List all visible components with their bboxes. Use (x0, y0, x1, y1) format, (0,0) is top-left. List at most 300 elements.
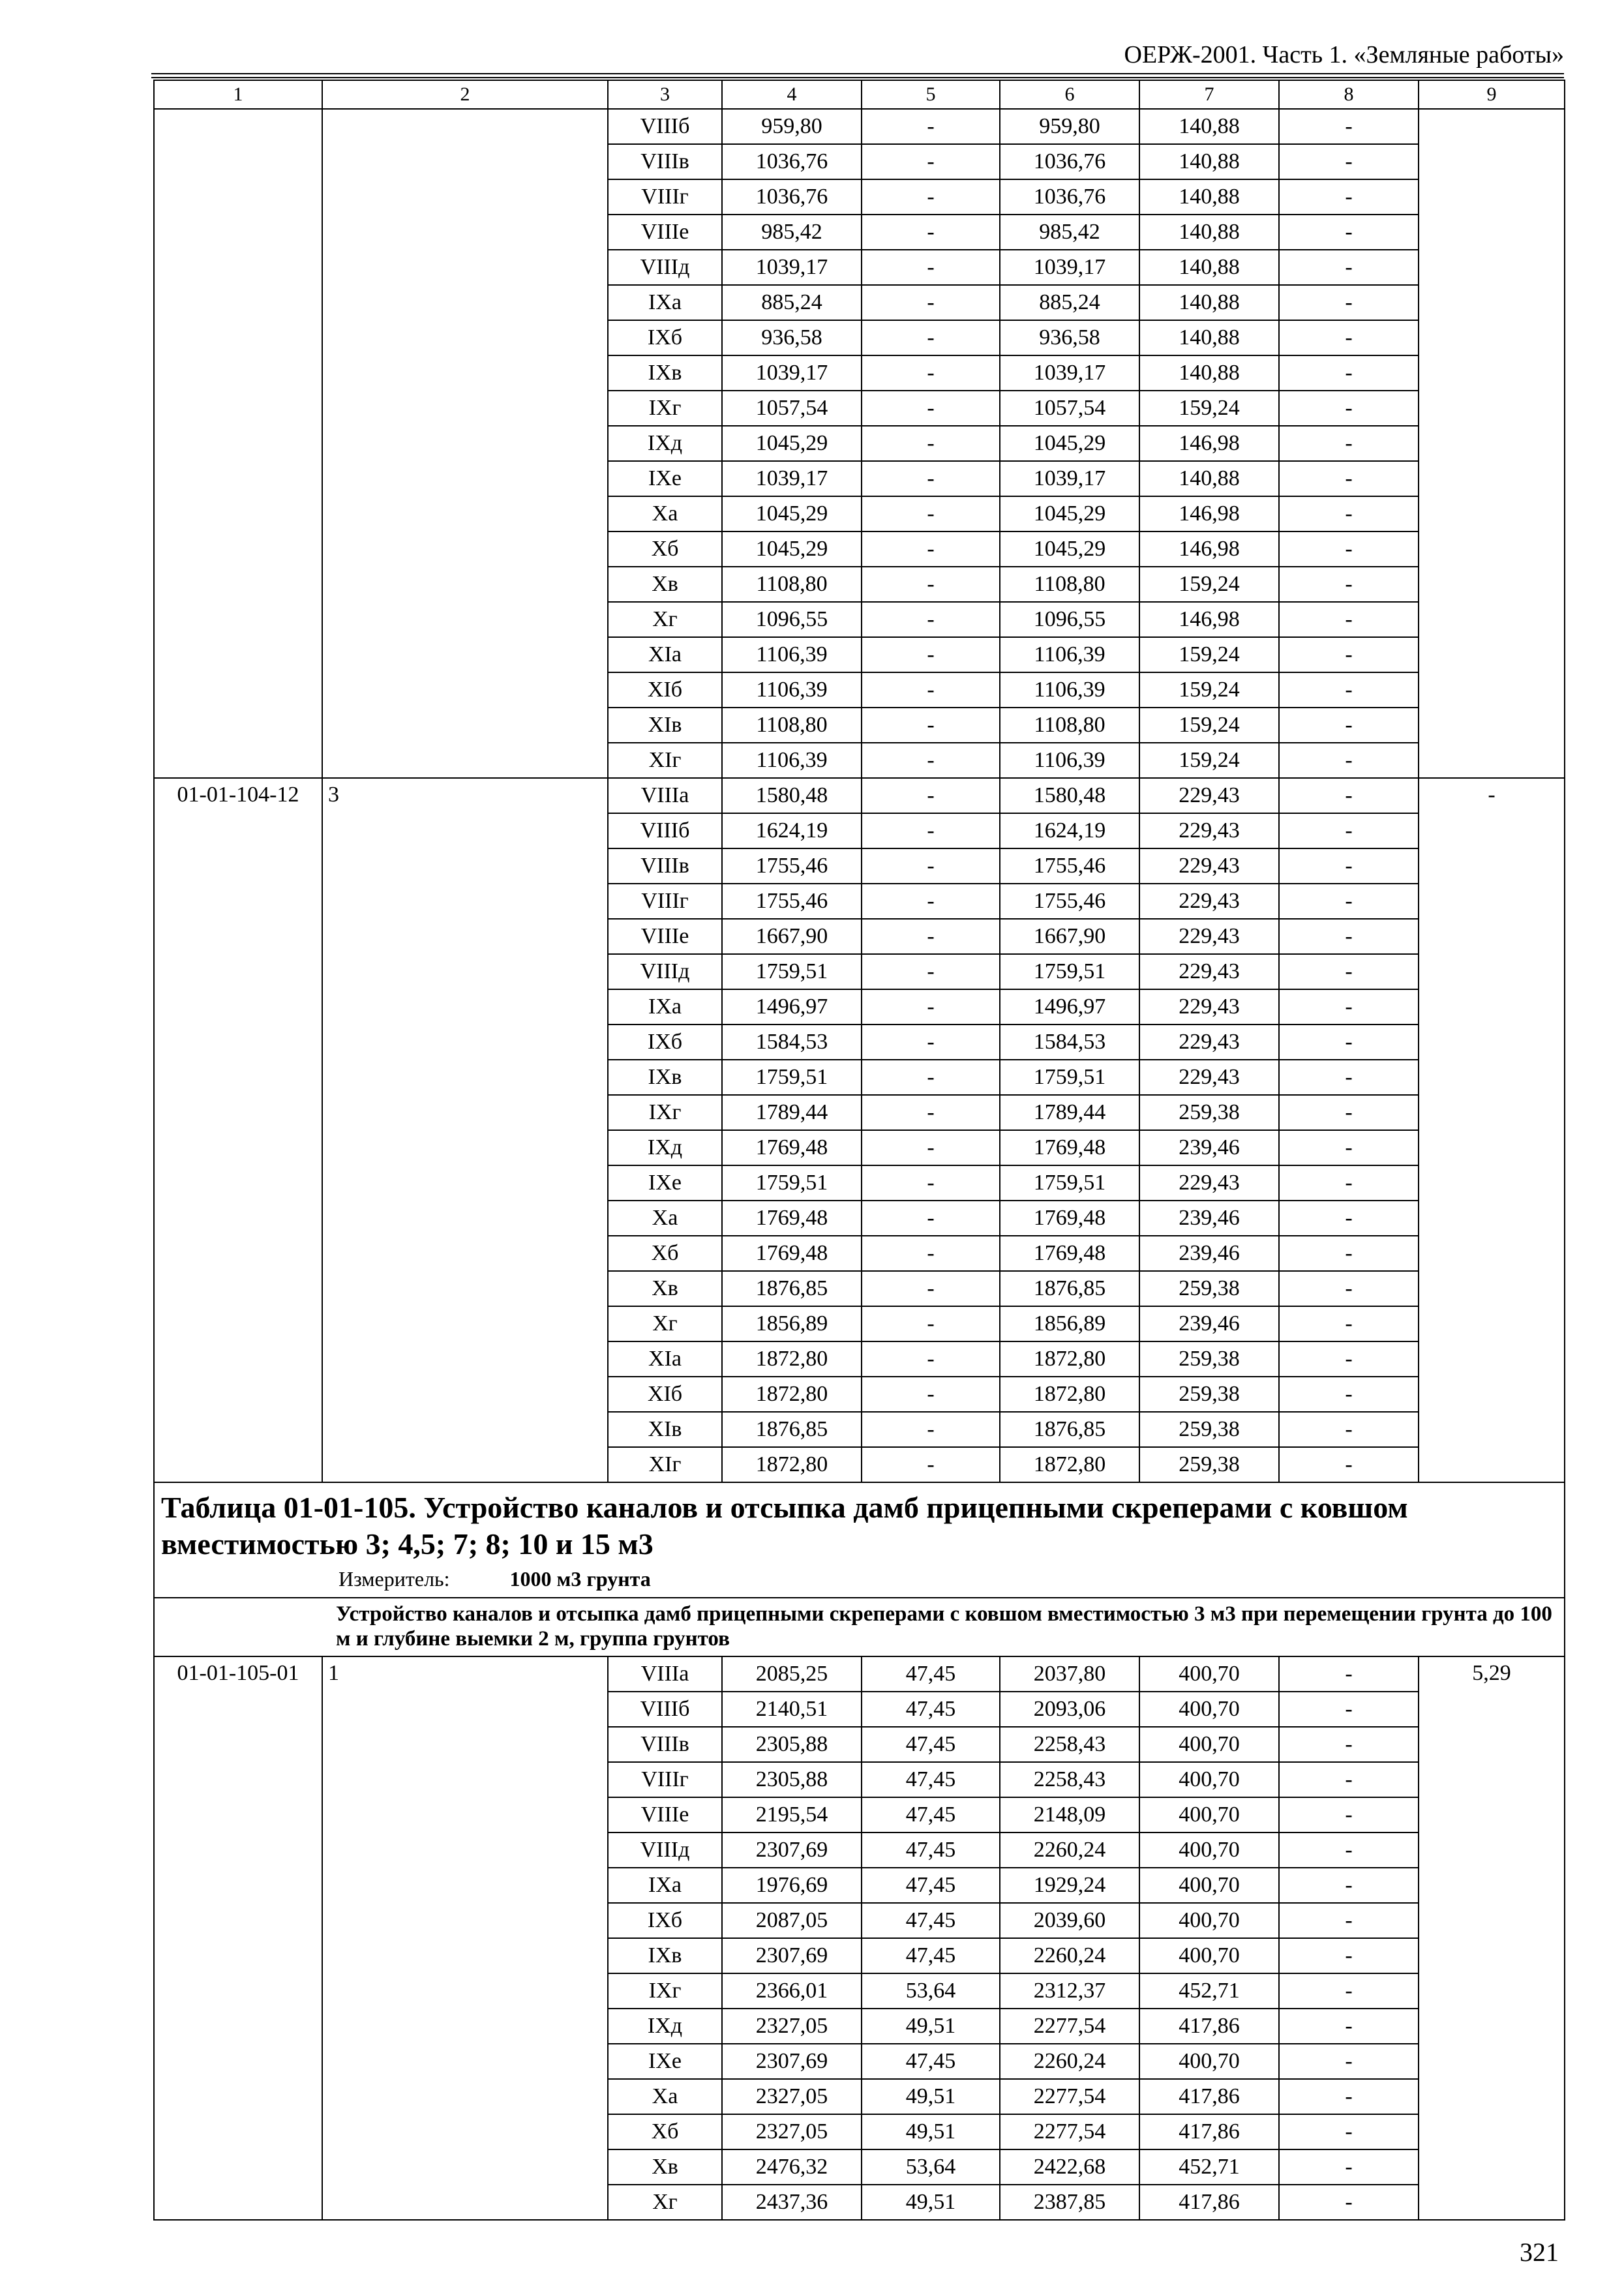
table-cell: 1045,29 (722, 426, 862, 461)
table-cell: - (1279, 1165, 1419, 1201)
table-cell: IXг (608, 391, 722, 426)
table-cell: Xг (608, 602, 722, 637)
table-cell: - (862, 813, 1000, 848)
table-cell: IXб (608, 1903, 722, 1938)
table-cell: 239,46 (1139, 1201, 1279, 1236)
column-number: 7 (1139, 80, 1279, 109)
table-cell: 1976,69 (722, 1868, 862, 1903)
table-cell: 1108,80 (722, 567, 862, 602)
table-cell: 53,64 (862, 2149, 1000, 2185)
column-2-cell: 3 (322, 778, 608, 1482)
table-cell: - (1279, 391, 1419, 426)
table-cell: - (1279, 1025, 1419, 1060)
table-cell: 417,86 (1139, 2114, 1279, 2149)
table-cell: 1769,48 (722, 1130, 862, 1165)
table-cell: VIIIб (608, 109, 722, 144)
table-cell: - (862, 1341, 1000, 1377)
table-cell: 159,24 (1139, 708, 1279, 743)
table-cell: 2260,24 (1000, 2044, 1139, 2079)
table-cell: - (862, 1236, 1000, 1271)
table-cell: 259,38 (1139, 1377, 1279, 1412)
table-cell: 229,43 (1139, 1165, 1279, 1201)
meter-label: Измеритель: (338, 1567, 450, 1591)
table-row (154, 778, 1565, 813)
table-cell: 47,45 (862, 1762, 1000, 1797)
table-row (154, 109, 1565, 144)
table-cell: 1789,44 (722, 1095, 862, 1130)
table-cell: IXа (608, 285, 722, 320)
table-cell: Xа (608, 2079, 722, 2114)
table-cell: 229,43 (1139, 778, 1279, 813)
table-cell: - (1279, 1692, 1419, 1727)
table-cell: 2087,05 (722, 1903, 862, 1938)
table-cell: - (1279, 743, 1419, 778)
column-number: 6 (1000, 80, 1139, 109)
table-cell: 2305,88 (722, 1762, 862, 1797)
table-cell: 2307,69 (722, 2044, 862, 2079)
table-cell: 1096,55 (722, 602, 862, 637)
table-cell: - (1279, 1833, 1419, 1868)
table-cell: Xв (608, 2149, 722, 2185)
table-cell: 2260,24 (1000, 1938, 1139, 1973)
table-cell: - (1279, 778, 1419, 813)
table-cell: 417,86 (1139, 2009, 1279, 2044)
table-cell: - (1279, 1903, 1419, 1938)
table-cell: - (1279, 848, 1419, 884)
table-cell: 1039,17 (1000, 250, 1139, 285)
table-cell: 1106,39 (1000, 672, 1139, 708)
table-cell: 159,24 (1139, 637, 1279, 672)
table-cell: IXв (608, 355, 722, 391)
table-cell: 140,88 (1139, 285, 1279, 320)
table-cell: - (862, 708, 1000, 743)
table-cell: 2307,69 (722, 1833, 862, 1868)
table-cell: 140,88 (1139, 355, 1279, 391)
table-cell: 1106,39 (1000, 637, 1139, 672)
table-cell: IXд (608, 2009, 722, 2044)
table-cell: - (1279, 144, 1419, 179)
table-cell: 1057,54 (1000, 391, 1139, 426)
table-cell: - (862, 743, 1000, 778)
table-cell: 2387,85 (1000, 2185, 1139, 2220)
table-cell: 1872,80 (722, 1341, 862, 1377)
table-cell: 2327,05 (722, 2079, 862, 2114)
table-cell: 239,46 (1139, 1130, 1279, 1165)
column-number: 4 (722, 80, 862, 109)
table-cell: - (862, 672, 1000, 708)
table-cell: 400,70 (1139, 2044, 1279, 2079)
table-cell: 1872,80 (1000, 1447, 1139, 1482)
table-title-row (154, 1482, 1565, 1598)
table-cell: 47,45 (862, 1656, 1000, 1692)
table-cell: 239,46 (1139, 1236, 1279, 1271)
table-cell: 1789,44 (1000, 1095, 1139, 1130)
table-cell: VIIIв (608, 848, 722, 884)
table-cell: 2327,05 (722, 2114, 862, 2149)
table-cell: 1039,17 (722, 250, 862, 285)
table-cell: - (1279, 426, 1419, 461)
table-cell: 1759,51 (722, 1060, 862, 1095)
table-cell: - (1279, 2009, 1419, 2044)
table-cell: Xб (608, 2114, 722, 2149)
table-cell: 1108,80 (1000, 567, 1139, 602)
table-cell: IXб (608, 320, 722, 355)
table-cell: Xа (608, 1201, 722, 1236)
table-cell: Xв (608, 1271, 722, 1306)
table-cell: 885,24 (1000, 285, 1139, 320)
table-cell: 229,43 (1139, 1025, 1279, 1060)
table-cell: 1876,85 (1000, 1412, 1139, 1447)
table-cell: VIIIд (608, 1833, 722, 1868)
table-cell: 400,70 (1139, 1903, 1279, 1938)
table-cell: 2195,54 (722, 1797, 862, 1833)
table-cell: 1759,51 (1000, 954, 1139, 989)
table-cell: - (1279, 602, 1419, 637)
table-cell: 1039,17 (1000, 355, 1139, 391)
table-cell: - (1279, 2044, 1419, 2079)
table-cell: - (862, 531, 1000, 567)
table-cell: 1769,48 (722, 1236, 862, 1271)
table-cell: 1856,89 (1000, 1306, 1139, 1341)
table-cell: 229,43 (1139, 954, 1279, 989)
table-cell: 2312,37 (1000, 1973, 1139, 2009)
table-cell: - (862, 320, 1000, 355)
table-cell: VIIIд (608, 954, 722, 989)
table-cell: 1108,80 (1000, 708, 1139, 743)
table-cell: - (862, 637, 1000, 672)
table-cell: - (862, 1025, 1000, 1060)
table-cell: 229,43 (1139, 1060, 1279, 1095)
table-title-text: Таблица 01-01-105. Устройство каналов и отсыпка дамб прицепными скреперами с ковшом вместимостью 3; 4,5; 7; 8; 10 и 15 м3 (161, 1491, 1408, 1561)
table-cell: 1036,76 (1000, 144, 1139, 179)
table-cell: 229,43 (1139, 989, 1279, 1025)
table-cell: 1872,80 (1000, 1341, 1139, 1377)
table-cell: 2422,68 (1000, 2149, 1139, 2185)
table-cell: - (1279, 1201, 1419, 1236)
table-cell: - (862, 602, 1000, 637)
table-cell: XIб (608, 672, 722, 708)
table-cell: 1755,46 (1000, 884, 1139, 919)
table-cell: 400,70 (1139, 1797, 1279, 1833)
table-cell: 959,80 (722, 109, 862, 144)
table-cell: 47,45 (862, 1903, 1000, 1938)
table-cell: - (1279, 355, 1419, 391)
table-cell: 1045,29 (1000, 531, 1139, 567)
table-cell: 936,58 (722, 320, 862, 355)
table-cell: 400,70 (1139, 1833, 1279, 1868)
column-number: 3 (608, 80, 722, 109)
table-cell: VIIIе (608, 215, 722, 250)
table-cell: - (862, 391, 1000, 426)
table-cell: 2476,32 (722, 2149, 862, 2185)
table-cell: 1769,48 (1000, 1236, 1139, 1271)
table-cell: - (1279, 919, 1419, 954)
column-2-cell (322, 109, 608, 778)
table-cell: XIг (608, 743, 722, 778)
table-cell: 2093,06 (1000, 1692, 1139, 1727)
table-cell: - (1279, 1447, 1419, 1482)
table-cell: 2366,01 (722, 1973, 862, 2009)
table-cell: 1045,29 (1000, 426, 1139, 461)
table-cell: - (862, 1201, 1000, 1236)
table-cell: 140,88 (1139, 144, 1279, 179)
table-cell: Xб (608, 1236, 722, 1271)
table-cell: - (862, 919, 1000, 954)
table-cell: - (1279, 637, 1419, 672)
table-cell: 1872,80 (722, 1377, 862, 1412)
table-cell: XIб (608, 1377, 722, 1412)
page-header-title: ОЕРЖ-2001. Часть 1. «Земляные работы» (1124, 41, 1564, 68)
table-cell: 1755,46 (722, 848, 862, 884)
table-cell: 2085,25 (722, 1656, 862, 1692)
table-cell: 159,24 (1139, 672, 1279, 708)
column-number: 8 (1279, 80, 1419, 109)
table-cell: - (1279, 179, 1419, 215)
table-cell: - (862, 1377, 1000, 1412)
table-cell: - (1279, 1656, 1419, 1692)
table-cell: 1036,76 (722, 144, 862, 179)
table-cell: 1624,19 (722, 813, 862, 848)
table-cell: 1872,80 (1000, 1377, 1139, 1412)
table-cell: Xг (608, 2185, 722, 2220)
table-cell: IXд (608, 426, 722, 461)
table-cell: 140,88 (1139, 179, 1279, 215)
table-cell: - (1279, 1727, 1419, 1762)
table-cell: 1759,51 (1000, 1060, 1139, 1095)
table-cell: 1876,85 (722, 1412, 862, 1447)
table-cell: 1876,85 (722, 1271, 862, 1306)
table-cell: XIв (608, 1412, 722, 1447)
table-cell: 146,98 (1139, 426, 1279, 461)
header-rule (151, 73, 1564, 78)
table-cell: - (862, 179, 1000, 215)
table-cell: - (1279, 1306, 1419, 1341)
table-cell: VIIIв (608, 144, 722, 179)
table-cell: - (1279, 1341, 1419, 1377)
column-2-cell: 1 (322, 1656, 608, 2220)
table-cell: - (862, 426, 1000, 461)
rate-code-cell (154, 109, 322, 778)
table-cell: - (862, 884, 1000, 919)
table-cell: 400,70 (1139, 1868, 1279, 1903)
table-cell: 53,64 (862, 1973, 1000, 2009)
table-cell: 49,51 (862, 2185, 1000, 2220)
table-cell: 1039,17 (722, 355, 862, 391)
table-cell: - (1279, 1797, 1419, 1833)
table-cell: - (1279, 1938, 1419, 1973)
table-cell: - (1279, 1762, 1419, 1797)
table-cell: 2307,69 (722, 1938, 862, 1973)
rates-table (153, 80, 1565, 2221)
table-cell: 1580,48 (722, 778, 862, 813)
table-cell: 1872,80 (722, 1447, 862, 1482)
table-cell: VIIIб (608, 1692, 722, 1727)
table-cell: - (1279, 109, 1419, 144)
table-cell: - (1279, 1236, 1419, 1271)
table-cell: - (1279, 2185, 1419, 2220)
table-cell: 1039,17 (722, 461, 862, 496)
table-cell: 2327,05 (722, 2009, 862, 2044)
table-cell: VIIIе (608, 1797, 722, 1833)
table-cell: 159,24 (1139, 567, 1279, 602)
table-cell: 47,45 (862, 1692, 1000, 1727)
table-cell: - (1279, 672, 1419, 708)
table-cell: 49,51 (862, 2079, 1000, 2114)
table-cell: 1584,53 (1000, 1025, 1139, 1060)
table-cell: - (1279, 285, 1419, 320)
table-cell: 229,43 (1139, 919, 1279, 954)
table-cell: - (862, 355, 1000, 391)
table-cell: 2148,09 (1000, 1797, 1139, 1833)
table-cell: 49,51 (862, 2114, 1000, 2149)
meter-row (161, 1563, 1557, 1593)
table-cell: 400,70 (1139, 1656, 1279, 1692)
table-cell: - (1279, 1412, 1419, 1447)
column-9-cell: - (1419, 778, 1565, 1482)
table-cell: - (862, 954, 1000, 989)
table-cell: - (862, 848, 1000, 884)
table-cell: 1769,48 (1000, 1201, 1139, 1236)
table-cell: IXе (608, 2044, 722, 2079)
table-cell: 146,98 (1139, 531, 1279, 567)
meter-unit: 1000 м3 грунта (509, 1567, 651, 1591)
table-cell: 47,45 (862, 1797, 1000, 1833)
table-cell: 2437,36 (722, 2185, 862, 2220)
column-number-row (154, 80, 1565, 109)
table-cell: - (862, 461, 1000, 496)
table-cell: 140,88 (1139, 320, 1279, 355)
table-cell: 1057,54 (722, 391, 862, 426)
table-cell: 47,45 (862, 1868, 1000, 1903)
table-cell: 47,45 (862, 1727, 1000, 1762)
table-cell: - (1279, 1060, 1419, 1095)
table-cell: XIв (608, 708, 722, 743)
table-cell: 1580,48 (1000, 778, 1139, 813)
table-cell: IXе (608, 461, 722, 496)
table-cell: - (1279, 215, 1419, 250)
table-cell: 1096,55 (1000, 602, 1139, 637)
table-cell: VIIIа (608, 778, 722, 813)
table-cell: 259,38 (1139, 1412, 1279, 1447)
table-cell: 2037,80 (1000, 1656, 1139, 1692)
table-cell: 229,43 (1139, 813, 1279, 848)
table-row (154, 1656, 1565, 1692)
table-cell: 1108,80 (722, 708, 862, 743)
table-cell: 2258,43 (1000, 1727, 1139, 1762)
table-cell: 2039,60 (1000, 1903, 1139, 1938)
table-cell: - (862, 1095, 1000, 1130)
table-cell: IXв (608, 1060, 722, 1095)
table-cell: 2277,54 (1000, 2009, 1139, 2044)
subheading-row (154, 1598, 1565, 1656)
table-cell: - (1279, 496, 1419, 531)
table-cell: 1856,89 (722, 1306, 862, 1341)
table-cell: 1584,53 (722, 1025, 862, 1060)
table-cell: 49,51 (862, 2009, 1000, 2044)
table-cell: - (1279, 320, 1419, 355)
table-cell: 1045,29 (722, 496, 862, 531)
table-cell: 400,70 (1139, 1727, 1279, 1762)
table-cell: VIIIг (608, 884, 722, 919)
table-cell: 159,24 (1139, 391, 1279, 426)
table-cell: XIа (608, 637, 722, 672)
table-cell: VIIIг (608, 1762, 722, 1797)
table-cell: Xг (608, 1306, 722, 1341)
table-cell: 885,24 (722, 285, 862, 320)
table-cell: - (862, 1447, 1000, 1482)
table-cell: - (862, 250, 1000, 285)
table-cell: 1496,97 (722, 989, 862, 1025)
table-cell: 47,45 (862, 2044, 1000, 2079)
table-cell: 1036,76 (1000, 179, 1139, 215)
table-cell: - (862, 1412, 1000, 1447)
table-cell: 259,38 (1139, 1447, 1279, 1482)
table-cell: - (1279, 1095, 1419, 1130)
table-cell: VIIIд (608, 250, 722, 285)
table-cell: 1929,24 (1000, 1868, 1139, 1903)
table-cell: 140,88 (1139, 461, 1279, 496)
table-cell: 1769,48 (1000, 1130, 1139, 1165)
table-cell: 259,38 (1139, 1095, 1279, 1130)
table-cell: IXд (608, 1130, 722, 1165)
column-number: 5 (862, 80, 1000, 109)
table-cell: 2140,51 (722, 1692, 862, 1727)
table-cell: 1106,39 (722, 637, 862, 672)
table-cell: 1759,51 (1000, 1165, 1139, 1201)
table-cell: 1667,90 (1000, 919, 1139, 954)
table-cell: - (862, 109, 1000, 144)
table-cell: 2258,43 (1000, 1762, 1139, 1797)
subheading: Устройство каналов и отсыпка дамб прицепными скреперами с ковшом вместимостью 3 м3 при перемещении грунта до 100 м и глубине выемки 2 м, группа грунтов (154, 1598, 1565, 1656)
table-cell: 47,45 (862, 1833, 1000, 1868)
table-cell: - (862, 285, 1000, 320)
table-cell: - (1279, 1130, 1419, 1165)
table-cell: - (862, 1130, 1000, 1165)
table-cell: 1045,29 (722, 531, 862, 567)
table-cell: 229,43 (1139, 848, 1279, 884)
table-cell: - (862, 215, 1000, 250)
table-cell: 1759,51 (722, 1165, 862, 1201)
table-cell: 259,38 (1139, 1341, 1279, 1377)
table-cell: 1759,51 (722, 954, 862, 989)
table-cell: VIIIб (608, 813, 722, 848)
table-cell: - (862, 1165, 1000, 1201)
table-cell: 239,46 (1139, 1306, 1279, 1341)
page-number: 321 (1520, 2237, 1559, 2267)
table-cell: - (862, 778, 1000, 813)
table-cell: 140,88 (1139, 215, 1279, 250)
column-number: 2 (322, 80, 608, 109)
table-cell: - (1279, 567, 1419, 602)
table-cell: 229,43 (1139, 884, 1279, 919)
table-cell: 1039,17 (1000, 461, 1139, 496)
table-cell: VIIIе (608, 919, 722, 954)
table-cell: IXа (608, 989, 722, 1025)
table-cell: 2277,54 (1000, 2079, 1139, 2114)
table-cell: - (862, 1271, 1000, 1306)
table-cell: Xв (608, 567, 722, 602)
table-cell: VIIIг (608, 179, 722, 215)
table-cell: 47,45 (862, 1938, 1000, 1973)
table-cell: Xа (608, 496, 722, 531)
table-cell: 1667,90 (722, 919, 862, 954)
column-number: 1 (154, 80, 322, 109)
table-cell: - (1279, 708, 1419, 743)
table-cell: 1496,97 (1000, 989, 1139, 1025)
table-cell: - (1279, 531, 1419, 567)
table-cell: - (1279, 2079, 1419, 2114)
table-cell: - (862, 567, 1000, 602)
